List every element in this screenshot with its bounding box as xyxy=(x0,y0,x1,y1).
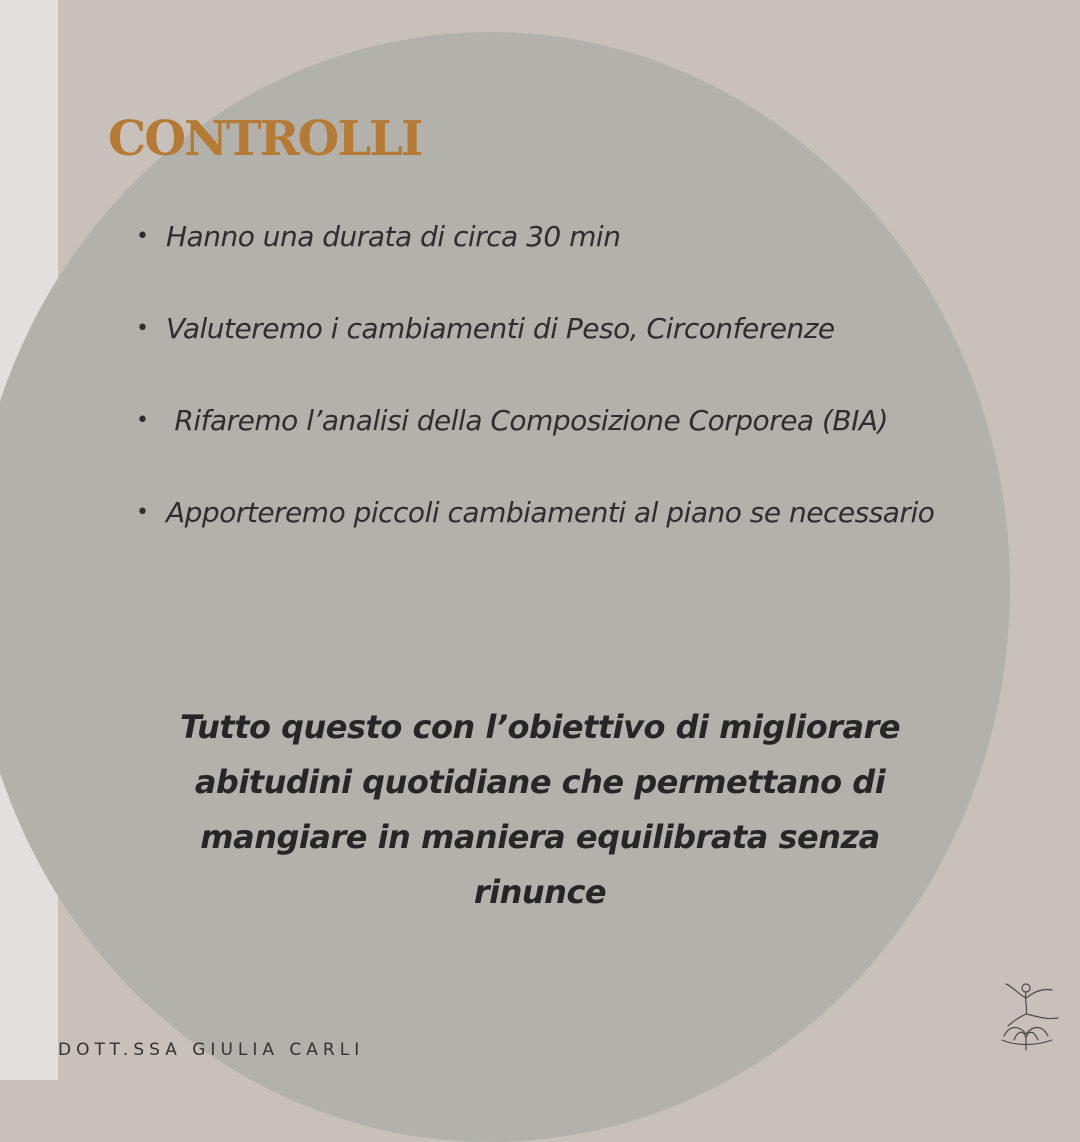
list-item xyxy=(136,214,956,260)
list-item-text: Rifaremo l’analisi della Composizione Corporea (BIA) xyxy=(166,404,888,437)
lotus-dancer-logo-icon xyxy=(996,976,1068,1056)
author-name: DOTT.SSA GIULIA CARLI xyxy=(58,1040,365,1060)
bullet-dot-icon: • xyxy=(136,224,149,249)
list-item-text: Apporteremo piccoli cambiamenti al piano se necessario xyxy=(166,496,935,529)
bullet-dot-icon: • xyxy=(136,500,149,525)
bullet-dot-icon: • xyxy=(136,316,149,341)
bullet-dot-icon: • xyxy=(136,408,149,433)
list-item xyxy=(136,306,956,352)
bullet-list xyxy=(136,214,956,582)
list-item-text: Valuteremo i cambiamenti di Peso, Circonferenze xyxy=(166,312,835,345)
list-item xyxy=(136,398,956,444)
list-item-text: Hanno una durata di circa 30 min xyxy=(166,220,621,253)
page-title: CONTROLLI xyxy=(108,111,422,167)
background-circle xyxy=(0,32,1010,1142)
list-item xyxy=(136,490,956,536)
conclusion-text: Tutto questo con l’obiettivo di migliorare abitudini quotidiane che permettano di mangiare in maniera equilibrata senza rinunce xyxy=(179,708,901,911)
